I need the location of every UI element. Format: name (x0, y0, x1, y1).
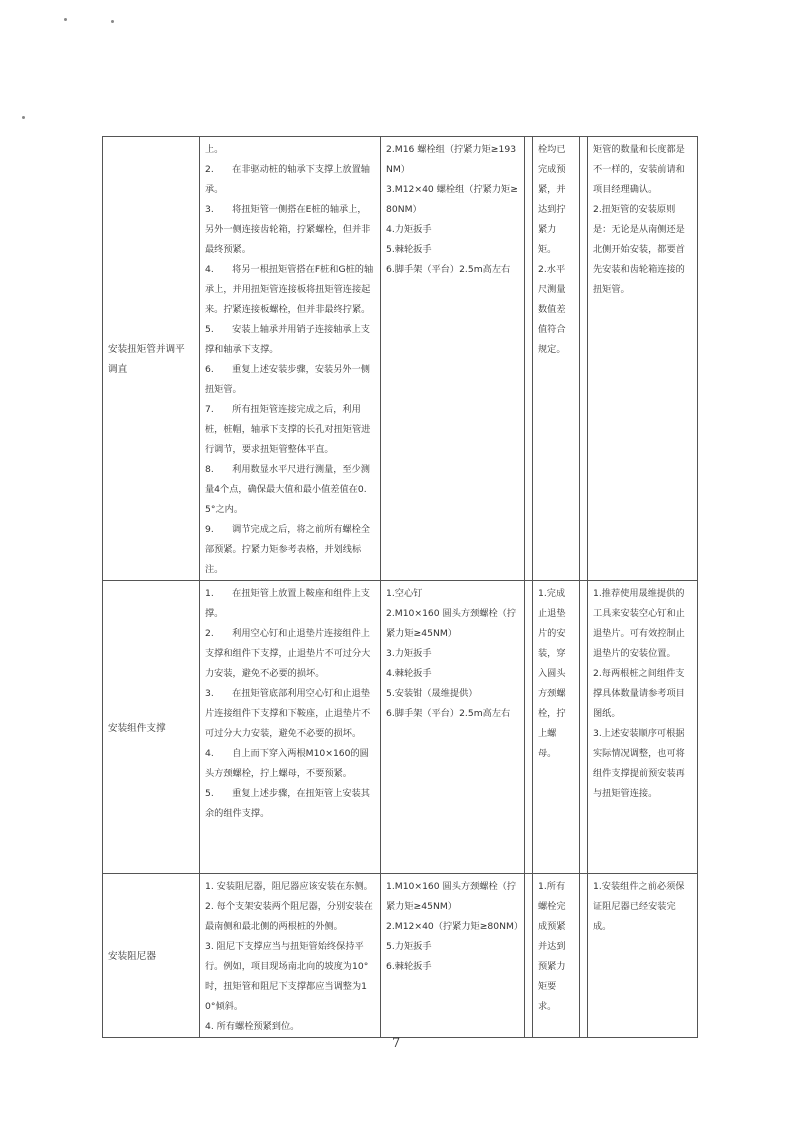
tool-item: 1.M10×160 圆头方颈螺栓（拧紧力矩≥45NM） (386, 881, 517, 912)
tool-item: 3.力矩扳手 (386, 648, 432, 659)
tool-item: 4.力矩扳手 (386, 224, 432, 235)
procedure-step: 3. 阻尼下支撑应当与扭矩管始终保持平行。例如，项目现场南北向的坡度为10°时，扭矩管和阻尼下支撑都应当调整为10°倾斜。 (205, 941, 369, 1012)
procedure-cell (200, 137, 381, 581)
procedure-step: 5. 安装上轴承并用销子连接轴承上支撑和轴承下支撑。 (205, 324, 370, 355)
notes-cell: 1.推荐使用晟维提供的工具来安装空心钉和止退垫片。可有效控制止退垫片的安装位置。 2.每两根桩之间组件支撑具体数量请参考项目图纸。 3.上述安装顺序可根据实际情况调整，也可将组件支撑提前预安装再与扭矩管连接。 (588, 581, 698, 874)
procedure-step: 4. 所有螺栓预紧到位。 (205, 1021, 300, 1032)
procedure-step: 7. 所有扭矩管连接完成之后，利用桩，桩帽，轴承下支撑的长孔对扭矩管进行调节，要求扭矩管整体平直。 (205, 404, 371, 455)
notes-cell: 1.安装组件之前必须保证阻尼器已经安装完成。 (588, 874, 698, 1038)
spacer-cell (580, 581, 588, 874)
step-name-cell: 安装阻尼器 (103, 874, 200, 1038)
spacer-cell (525, 581, 533, 874)
scan-speck (111, 20, 114, 23)
procedure-step: 6. 重复上述安装步骤，安装另外一侧扭矩管。 (205, 364, 370, 395)
procedure-step: 1. 在扭矩管上放置上鞍座和组件上支撑。 (205, 588, 370, 619)
tool-item: 2.M10×160 圆头方颈螺栓（拧紧力矩≥45NM） (386, 608, 517, 639)
tools-cell (381, 581, 525, 874)
step-name-cell: 安装组件支撑 (103, 581, 200, 874)
procedure-cell (200, 874, 381, 1038)
procedure-step: 4. 自上而下穿入两根M10×160的圆头方颈螺栓，拧上螺母，不要预紧。 (205, 748, 369, 779)
tool-item: 6.脚手架（平台）2.5m高左右 (386, 264, 511, 275)
criteria-cell: 栓均已完成预紧，并达到拧紧力矩。 2.水平尺测量数值差值符合规定。 (533, 137, 580, 581)
spacer-cell (580, 874, 588, 1038)
tool-item: 5.安装钳（晟维提供） (386, 688, 478, 699)
procedure-step: 5. 重复上述步骤，在扭矩管上安装其余的组件支撑。 (205, 788, 370, 819)
tool-item: 2.M12×40（拧紧力矩≥80NM） (386, 921, 524, 932)
procedure-step: 8. 利用数显水平尺进行测量，至少测量4个点，确保最大值和最小值差值在0.5°之内。 (205, 464, 370, 515)
procedure-step: 1. 安装阻尼器，阻尼器应该安装在东侧。 (205, 881, 373, 892)
page-number: 7 (392, 1036, 401, 1051)
procedure-step: 3. 将扭矩管一侧搭在E桩的轴承上，另外一侧连接齿轮箱，拧紧螺栓，但并非最终预紧。 (205, 204, 371, 255)
table-row (103, 581, 698, 874)
spacer-cell (525, 137, 533, 581)
tools-cell (381, 874, 525, 1038)
spacer-cell (580, 137, 588, 581)
tool-item: 4.棘轮扳手 (386, 668, 432, 679)
criteria-cell: 1.所有螺栓完成预紧并达到预紧力矩要求。 (533, 874, 580, 1038)
procedure-step: 9. 调节完成之后，将之前所有螺栓全部预紧。拧紧力矩参考表格，并划线标注。 (205, 524, 370, 575)
tool-item: 5.棘轮扳手 (386, 244, 432, 255)
table-row (103, 874, 698, 1038)
installation-procedure-table (102, 136, 698, 1038)
table-row (103, 137, 698, 581)
tool-item: 5.力矩扳手 (386, 941, 432, 952)
tool-item: 1.空心钉 (386, 588, 423, 599)
tool-item: 6.脚手架（平台）2.5m高左右 (386, 708, 511, 719)
procedure-step: 上。 (205, 144, 224, 155)
tool-item: 6.棘轮扳手 (386, 961, 432, 972)
procedure-step: 3. 在扭矩管底部利用空心钉和止退垫片连接组件下支撑和下鞍座，止退垫片不可过分大力安装，避免不必要的损坏。 (205, 688, 371, 739)
spacer-cell (525, 874, 533, 1038)
step-name-cell: 安装扭矩管并调平调直 (103, 137, 200, 581)
procedure-step: 2. 每个支架安装两个阻尼器，分别安装在最南侧和最北侧的两根桩的外侧。 (205, 901, 373, 932)
procedure-step: 2. 在非驱动桩的轴承下支撑上放置轴承。 (205, 164, 370, 195)
scan-speck (64, 18, 67, 21)
tools-cell (381, 137, 525, 581)
procedure-step: 2. 利用空心钉和止退垫片连接组件上支撑和组件下支撑，止退垫片不可过分大力安装，避免不必要的损坏。 (205, 628, 371, 679)
criteria-cell: 1.完成止退垫片的安装，穿入圆头方颈螺栓，拧上螺母。 (533, 581, 580, 874)
tool-item: 3.M12×40 螺栓组（拧紧力矩≥80NM） (386, 184, 518, 215)
notes-cell: 矩管的数量和长度都是不一样的，安装前请和项目经理确认。 2.扭矩管的安装原则是：无论是从南侧还是北侧开始安装，都要首先安装和齿轮箱连接的扭矩管。 (588, 137, 698, 581)
tool-item: 2.M16 螺栓组（拧紧力矩≥193NM） (386, 144, 517, 175)
scan-speck (22, 116, 25, 119)
procedure-cell (200, 581, 381, 874)
procedure-step: 4. 将另一根扭矩管搭在F桩和G桩的轴承上，并用扭矩管连接板将扭矩管连接起来。拧紧连接板螺栓，但并非最终拧紧。 (205, 264, 374, 315)
